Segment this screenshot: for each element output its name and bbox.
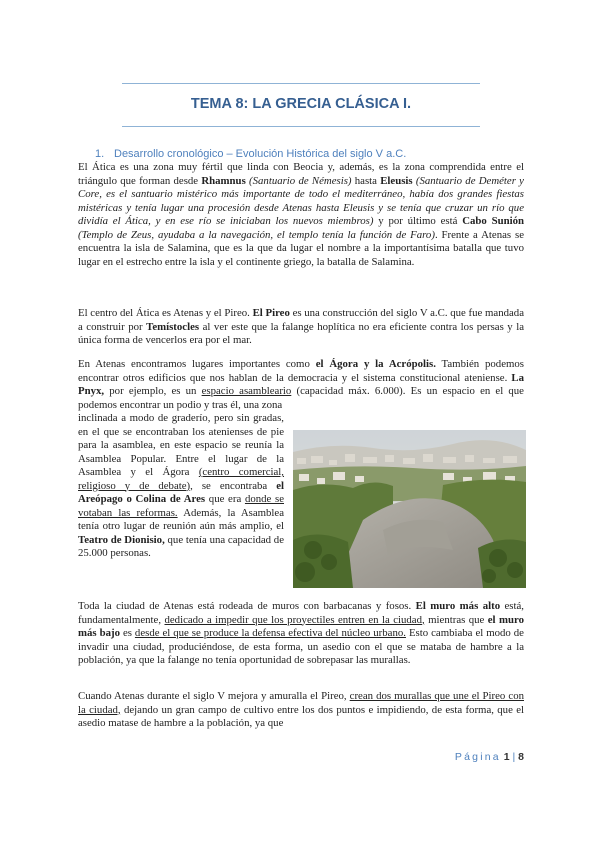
areopagus-landscape-image <box>293 430 526 588</box>
text: y por último está <box>373 215 463 227</box>
underlined-text: (centro comercial, religioso y de debate), <box>78 466 285 492</box>
text: que tenía una capacidad de 25.000 personas. <box>78 533 284 559</box>
text: está, fundamentalmente, <box>78 600 525 626</box>
page-title: TEMA 8: LA GRECIA CLÁSICA I. <box>190 96 412 112</box>
text: (capacidad máx. 6.000). Es un espacio en el que podemos encontrar un podio y tras él, una zona <box>78 385 524 411</box>
italic-note: (Santuario de Deméter y Core, es el santuario mistérico más importante de todo el mediterráneo, había dos grandes fiestas mistéricas y tenía lugar una procesión desde Atenas hasta Eleusis y se tenía que cruzar un río que dividía el Ática, y en ese río se iniciaban los nuevos miembros) <box>78 174 524 227</box>
areopagus-photo <box>293 430 526 588</box>
section-number: 1. <box>95 148 105 160</box>
text: Toda la ciudad de Atenas está rodeada de muros con barbacanas y fosos. <box>78 600 416 612</box>
text: hasta <box>351 174 381 187</box>
page-total: 8 <box>518 751 524 763</box>
text: Esto cambiaba el modo de invadir una ciudad, produciéndose, de esta forma, un asedio con el que se mataba de hambre a la población, ya que la falange no tenía oportunidad de sobrepasar las murallas. <box>78 627 524 666</box>
text: es una construcción del siglo V a.C. que fue mandada a construir por <box>78 307 524 333</box>
bold-teatro-dionisio: Teatro de Dionisio, <box>78 533 165 546</box>
bold-muro-alto: El muro más alto <box>415 600 501 612</box>
bold-pnyx: La Pnyx, <box>78 371 524 397</box>
page-word: Página <box>454 751 501 763</box>
italic-note: (Santuario de Némesis) <box>245 174 352 187</box>
paragraph-pireo <box>78 307 524 348</box>
page-number: 1 <box>503 751 510 763</box>
text: Cuando Atenas durante el siglo V mejora y amuralla el Pireo, <box>78 690 350 702</box>
underlined-text: crean dos murallas que une el Pireo con la ciudad, <box>78 690 524 716</box>
section-title: Desarrollo cronológico – Evolución Histórica del siglo V a.C. <box>114 148 407 160</box>
paragraph-walls <box>78 600 524 668</box>
underlined-text: desde el que se produce la defensa efectiva del núcleo urbano. <box>134 627 406 639</box>
bold-pireo: El Pireo <box>252 307 290 319</box>
text: por ejemplo, es un <box>104 385 202 397</box>
text: que era <box>205 493 245 505</box>
paragraph-agora <box>78 358 524 412</box>
text: es <box>119 627 135 639</box>
bold-rhamnus: Rhamnus <box>201 174 246 187</box>
text: . Frente a Atenas se encuentra la isla de Salamina, que es la que da lugar el nombre a la importantísima batalla que tuvo lugar en el estrecho entre la isla y el continente griego, la batalla de Salamina. <box>78 228 524 268</box>
bold-muro-bajo: el muro más bajo <box>78 613 524 639</box>
page-separator: | <box>509 751 519 763</box>
bold-cabo-sunion: Cabo Sunión <box>462 215 524 227</box>
italic-note: (Templo de Zeus, ayudaba a la navegación, el templo tenía la función de Faro) <box>78 228 435 241</box>
paragraph-areopago <box>78 412 284 561</box>
paragraph-long-walls <box>78 690 524 731</box>
underlined-text: donde se votaban las reformas. <box>78 493 284 519</box>
text: El Ática es una zona muy fértil que linda con Beocia y, además, es la zona comprendida entre el triángulo que forman desde <box>78 161 524 187</box>
section-heading <box>95 148 406 160</box>
bold-eleusis: Eleusis <box>380 174 413 187</box>
text: Además, la Asamblea tenía otro lugar de reunión aún más amplio, el <box>78 506 285 532</box>
paragraph-attica <box>78 161 524 269</box>
underlined-text: dedicado a impedir que los proyectiles entren en la ciudad, <box>164 613 425 626</box>
bold-temistocles: Temístocles <box>146 320 200 333</box>
text: También podemos encontrar otros edificios que nos hablan de la democracia y el sistema constitucional ateniense. <box>78 358 524 384</box>
text: dejando un gran campo de cultivo entre los dos puntos e impidiendo, de esta forma, que el asedio matase de hambre a la población, ya que <box>78 703 524 729</box>
text: al ver este que la falange hoplítica no era eficiente contra los persas y la única forma de vencerlos era por el mar. <box>78 320 524 346</box>
bold-areopago: el Areópago o Colina de Ares <box>78 479 284 505</box>
bold-agora-acropolis: el Ágora y la Acrópolis. <box>315 358 436 370</box>
underlined-text: espacio asambleario <box>201 385 292 397</box>
text: se encontraba <box>192 479 277 492</box>
page-footer <box>432 751 524 763</box>
text: El centro del Ática es Atenas y el Pireo. <box>78 307 253 319</box>
top-rule <box>122 83 480 84</box>
text: mientras que <box>424 613 488 626</box>
text: En Atenas encontramos lugares importantes como <box>78 358 316 370</box>
text: inclinada a modo de graderío, pero sin gradas, en el que se encontraban los atenienses de pie para la asamblea, en este espacio se reunía la Asamblea Popular. Entre el lugar de la Asamblea y el Ágora <box>78 412 284 478</box>
title-rule <box>122 126 480 127</box>
